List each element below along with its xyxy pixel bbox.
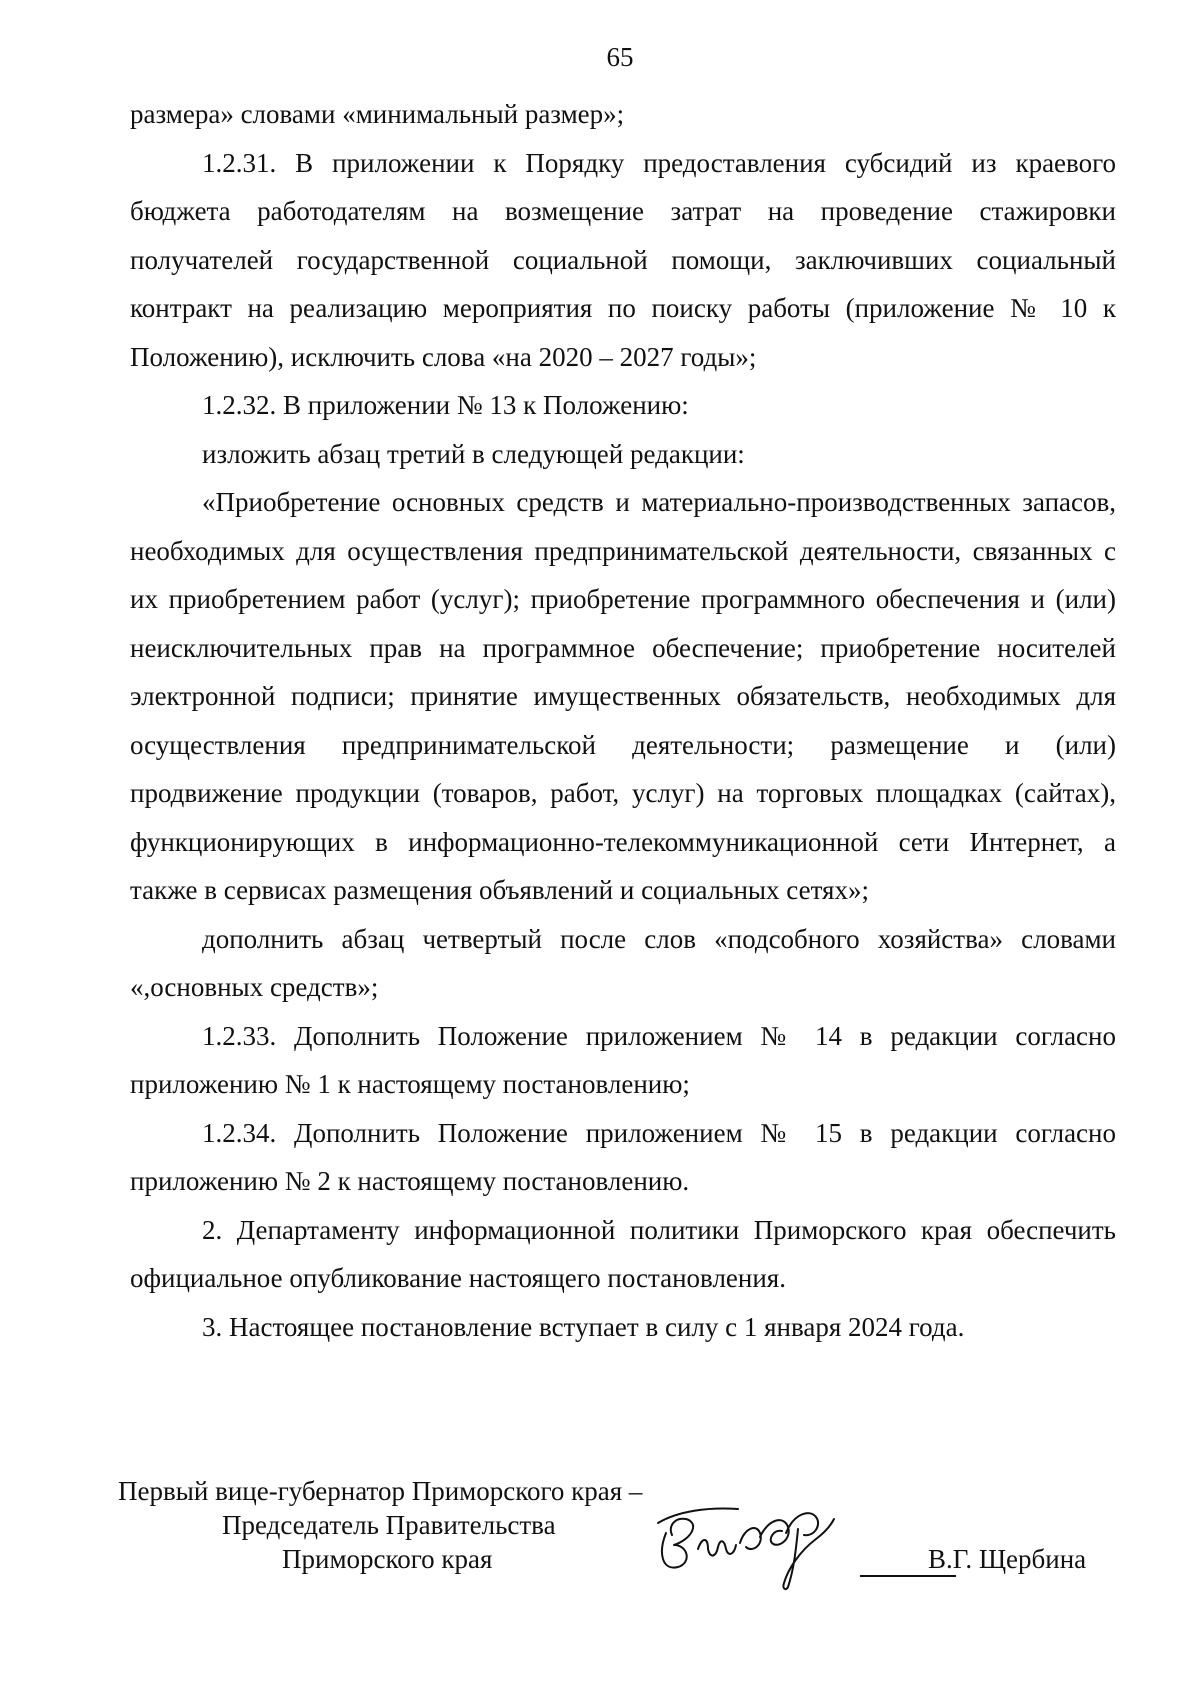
paragraph-quoted-text: «Приобретение основных средств и материально-производственных запасов, необходимых для осуществления предпринимательской деятельности, связанных с их приобретением работ (услуг); приобретение программного обеспечения и (или) неисключительных прав на программное обеспечение; приобретение носителей электронной подписи; принятие имущественных обязательств, необходимых для осуществления предпринимательской деятельности; размещение и (или) продвижение продукции (товаров, работ, услуг) на торговых площадках (сайтах), функционирующих в информационно-телекоммуникационной сети Интернет, а также в сервисах размещения объявлений и социальных сетях»; (130, 487, 1116, 905)
signatory-title-line2: Председатель Правительства (222, 1510, 556, 1540)
paragraph-item-2: 2. Департаменту информационной политики Приморского края обеспечить официальное опубликование настоящего постановления. (130, 1214, 1116, 1293)
paragraph-1-2-33: 1.2.33. Дополнить Положение приложением № 14 в редакции согласно приложению № 1 к настоящему постановлению; (130, 1020, 1116, 1099)
signatory-title-line1: Первый вице-губернатор Приморского края – (118, 1476, 643, 1506)
paragraph-item-3: 3. Настоящее постановление вступает в силу с 1 января 2024 года. (202, 1311, 965, 1342)
signature-block (118, 1473, 1118, 1593)
paragraph-1-2-31: 1.2.31. В приложении к Порядку предоставления субсидий из краевого бюджета работодателям на возмещение затрат на проведение стажировки получателей государственной социальной помощи, заключивших социальный контракт на реализацию мероприятия по поиску работы (приложение № 10 к Положению), исключить слова «на 2020 – 2027 годы»; (130, 147, 1116, 372)
document-body (130, 90, 1116, 1351)
paragraph-continuation: размера» словами «минимальный размер»; (130, 99, 625, 129)
signatory-name: В.Г. Щербина (928, 1544, 1087, 1574)
signatory-title-line3: Приморского края (282, 1544, 493, 1574)
page-number: 65 (606, 42, 634, 72)
paragraph-amend-third: изложить абзац третий в следующей редакции: (202, 438, 745, 469)
paragraph-amend-fourth: дополнить абзац четвертый после слов «подсобного хозяйства» словами «,основных средств»; (130, 923, 1116, 1002)
handwritten-signature (648, 1493, 888, 1593)
paragraph-1-2-32: 1.2.32. В приложении № 13 к Положению: (202, 390, 689, 420)
paragraph-1-2-34: 1.2.34. Дополнить Положение приложением № 15 в редакции согласно приложению № 2 к настоящему постановлению. (130, 1117, 1116, 1196)
